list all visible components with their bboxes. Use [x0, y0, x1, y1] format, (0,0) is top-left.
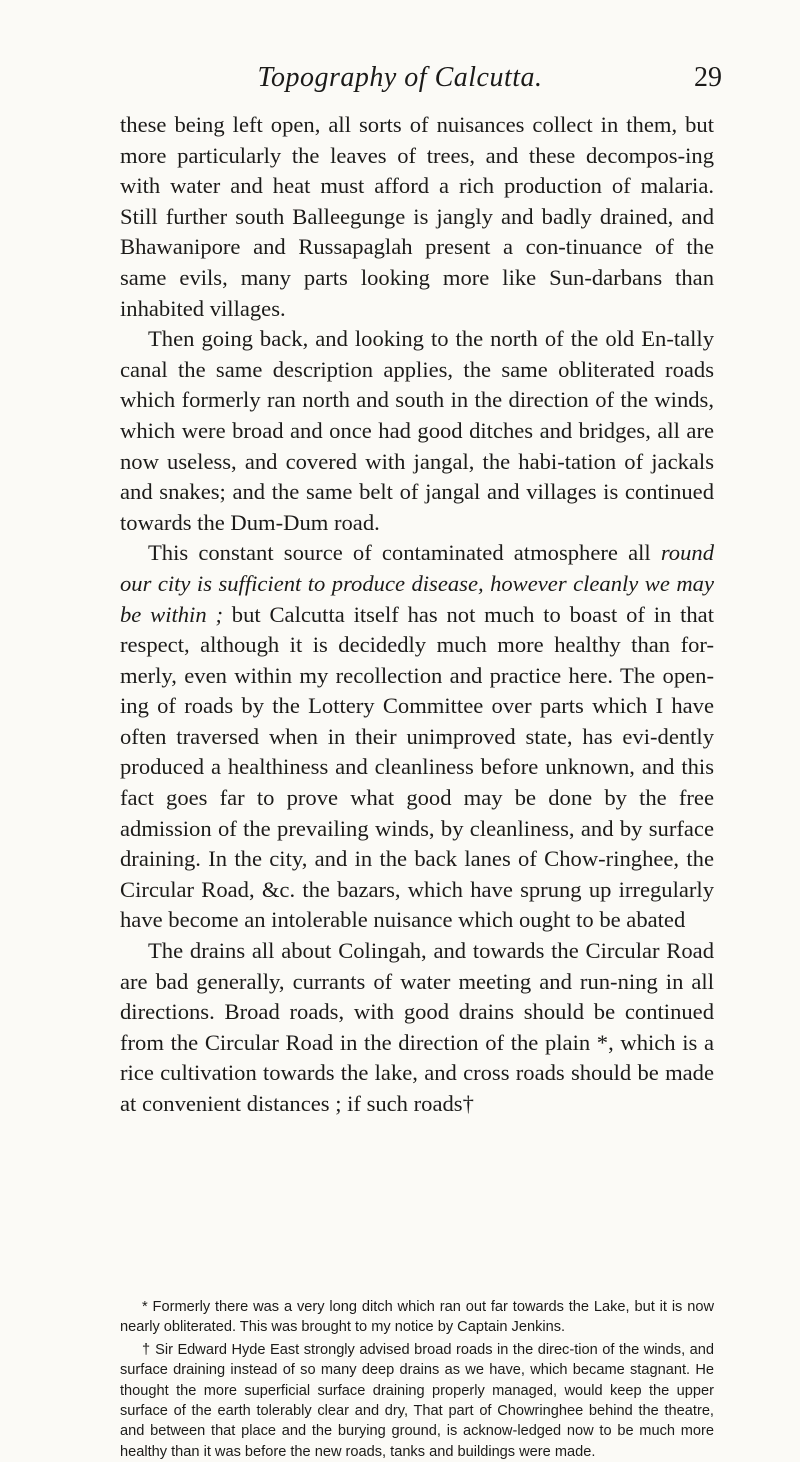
paragraph — [120, 110, 714, 324]
footnotes — [120, 1297, 714, 1462]
paragraph-text-continued: but Calcutta itself has not much to boast of in that respect, although it is decidedly much more healthy than for-merly, even within my recollection and practice here. The open-ing of roads by the Lottery Committee over parts which I have often traversed when in their unimproved state, has evi-dently produced a healthiness and cleanliness before unknown, and this fact goes far to prove what good may be done by the free admission of the prevailing winds, by cleanliness, and by surface draining. In the city, and in the back lanes of Chow-ringhee, the Circular Road, &c. the bazars, which have sprung up irregularly have become an intolerable nuisance which ought to be abated — [120, 601, 714, 933]
running-head-title: Topography of Calcutta. — [257, 62, 543, 93]
paragraph — [120, 936, 714, 1120]
paragraph-text: The drains all about Colingah, and towards the Circular Road are bad generally, currants of water meeting and run-ning in all directions. Broad roads, with good drains should be continued from the Circular Road in the direction of the plain *, which is a rice cultivation towards the lake, and cross roads should be made at convenient distances ; if such roads† — [120, 938, 714, 1116]
paragraph-text: This constant source of contaminated atmosphere all — [148, 540, 661, 566]
paragraph — [120, 324, 714, 538]
running-head — [0, 62, 800, 102]
footnote: † Sir Edward Hyde East strongly advised broad roads in the direc-tion of the winds, and surface draining instead of so many deep drains as we have, which became stagnant. He thought the more superficial surface draining properly managed, would keep the upper surface of the earth tolerably clear and dry, That part of Chowringhee behind the theatre, and between that place and the burying ground, is acknow-ledged now to be much more healthy than it was before the new roads, tanks and buildings were made. — [120, 1341, 714, 1460]
page-number: 29 — [694, 62, 722, 93]
footnote: * Formerly there was a very long ditch which ran out far towards the Lake, but it is now nearly obliterated. This was brought to my notice by Captain Jenkins. — [120, 1299, 714, 1336]
paragraph-text: these being left open, all sorts of nuisances collect in them, but more particularly the leaves of trees, and these decompos-ing with water and heat must afford a rich production of malaria. Still further south Balleegunge is jangly and badly drained, and Bhawanipore and Russapaglah present a con-tinuance of the same evils, many parts looking more like Sun-darbans than inhabited villages. — [120, 112, 714, 321]
paragraph-text: Then going back, and looking to the north of the old En-tally canal the same description applies, the same obliterated roads which formerly ran north and south in the direction of the winds, which were broad and once had good ditches and bridges, all are now useless, and covered with jangal, the habi-tation of jackals and snakes; and the same belt of jangal and villages is continued towards the Dum-Dum road. — [120, 326, 714, 535]
paragraph — [120, 538, 714, 936]
italic-emphasis: round our city is sufficient to produce disease, however cleanly we may be within ; — [120, 540, 714, 627]
body-text — [120, 110, 714, 1120]
